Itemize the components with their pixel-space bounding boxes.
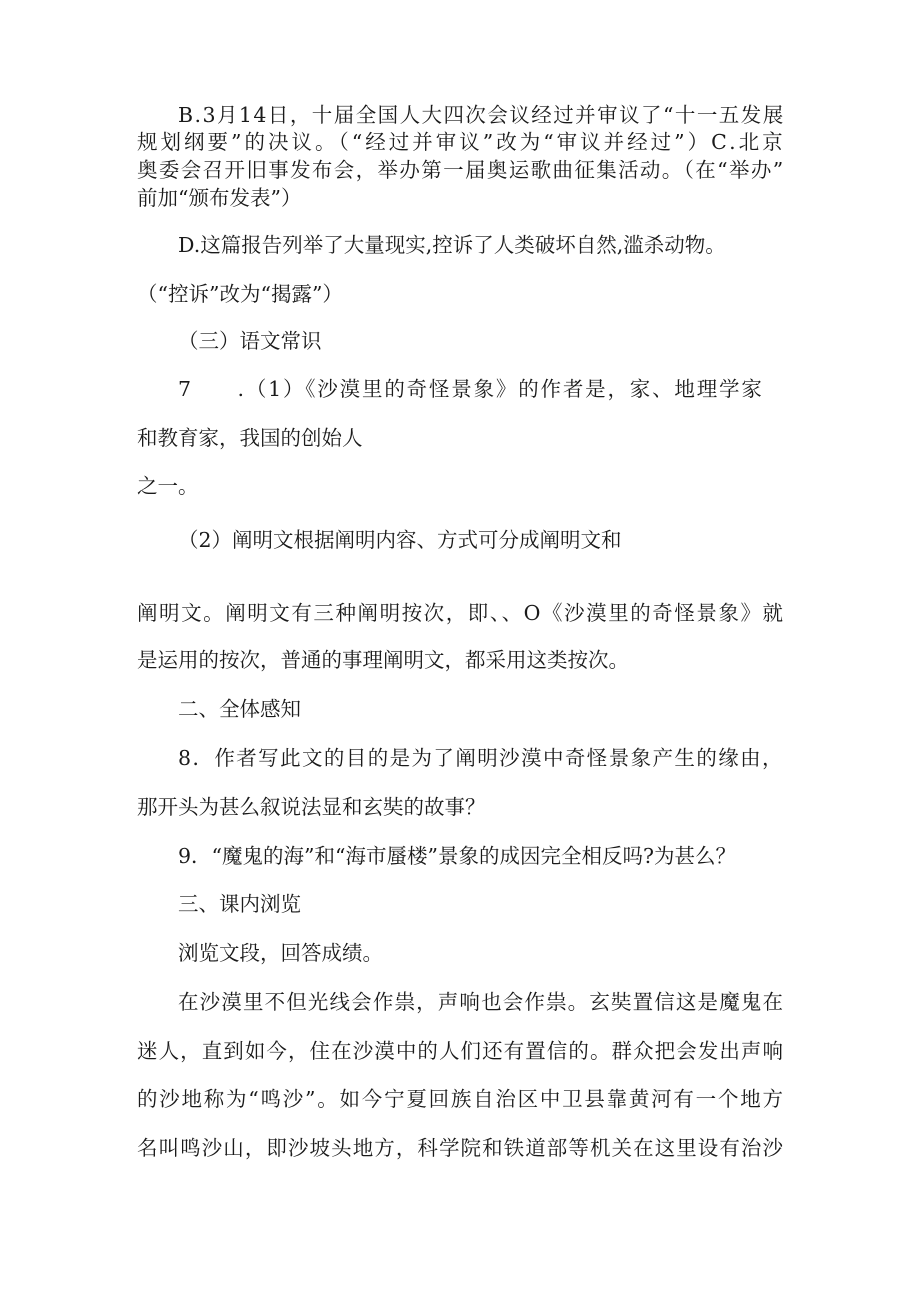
question-8: 8．作者写此文的目的是为了阐明沙漠中奇怪景象产生的缘由，: [178, 746, 784, 770]
text-line: 之一。: [137, 474, 199, 498]
text-line: 前加“颁布发表”）: [137, 186, 302, 210]
passage-line: 在沙漠里不但光线会作祟，声响也会作祟。玄奘置信这是魔鬼在: [178, 990, 785, 1014]
text-line: B.3月14日，十届全国人大四次会议经过并审议了“十一五发展: [178, 103, 785, 127]
text-line: 和教育家，我国的创始人: [137, 426, 363, 450]
question-7: 7 .（1）《沙漠里的奇怪景象》的作者是，家、地理学家: [178, 377, 764, 401]
section-heading: （三）语文常识: [178, 329, 322, 353]
text-line: （“控诉”改为“揭露”）: [137, 282, 343, 306]
question-9: 9．“魔鬼的海”和“海市蜃楼”景象的成因完全相反吗?为甚么？: [178, 844, 736, 868]
text-line: D.这篇报告列举了大量现实,控诉了人类破坏自然,滥杀动物。: [178, 233, 726, 257]
text-line: 浏览文段，回答成绩。: [178, 941, 383, 965]
passage-line: 的沙地称为“鸣沙”。如今宁夏回族自治区中卫县靠黄河有一个地方: [137, 1087, 785, 1111]
passage-line: 迷人，直到如今，住在沙漠中的人们还有置信的。群众把会发出声响: [137, 1039, 785, 1063]
text-line: 是运用的按次，普通的事理阐明文，都采用这类按次。: [137, 648, 629, 672]
text-line: 规划纲要”的决议。（“经过并审议”改为“审议并经过”）C.北京: [137, 130, 786, 154]
section-heading: 二、全体感知: [178, 697, 301, 721]
text-line: 阐明文。阐明文有三种阐明按次，即、、O《沙漠里的奇怪景象》就: [137, 601, 785, 625]
text-line: 奥委会召开旧事发布会，举办第一届奥运歌曲征集活动。（在“举办”: [137, 158, 785, 182]
text-line: （2）阐明文根据阐明内容、方式可分成阐明文和: [178, 528, 622, 552]
text-line: 那开头为甚么叙说法显和玄奘的故事？: [137, 795, 486, 819]
passage-line: 名叫鸣沙山，即沙坡头地方，科学院和铁道部等机关在这里设有治沙: [137, 1136, 785, 1160]
section-heading: 三、课内浏览: [178, 892, 301, 916]
